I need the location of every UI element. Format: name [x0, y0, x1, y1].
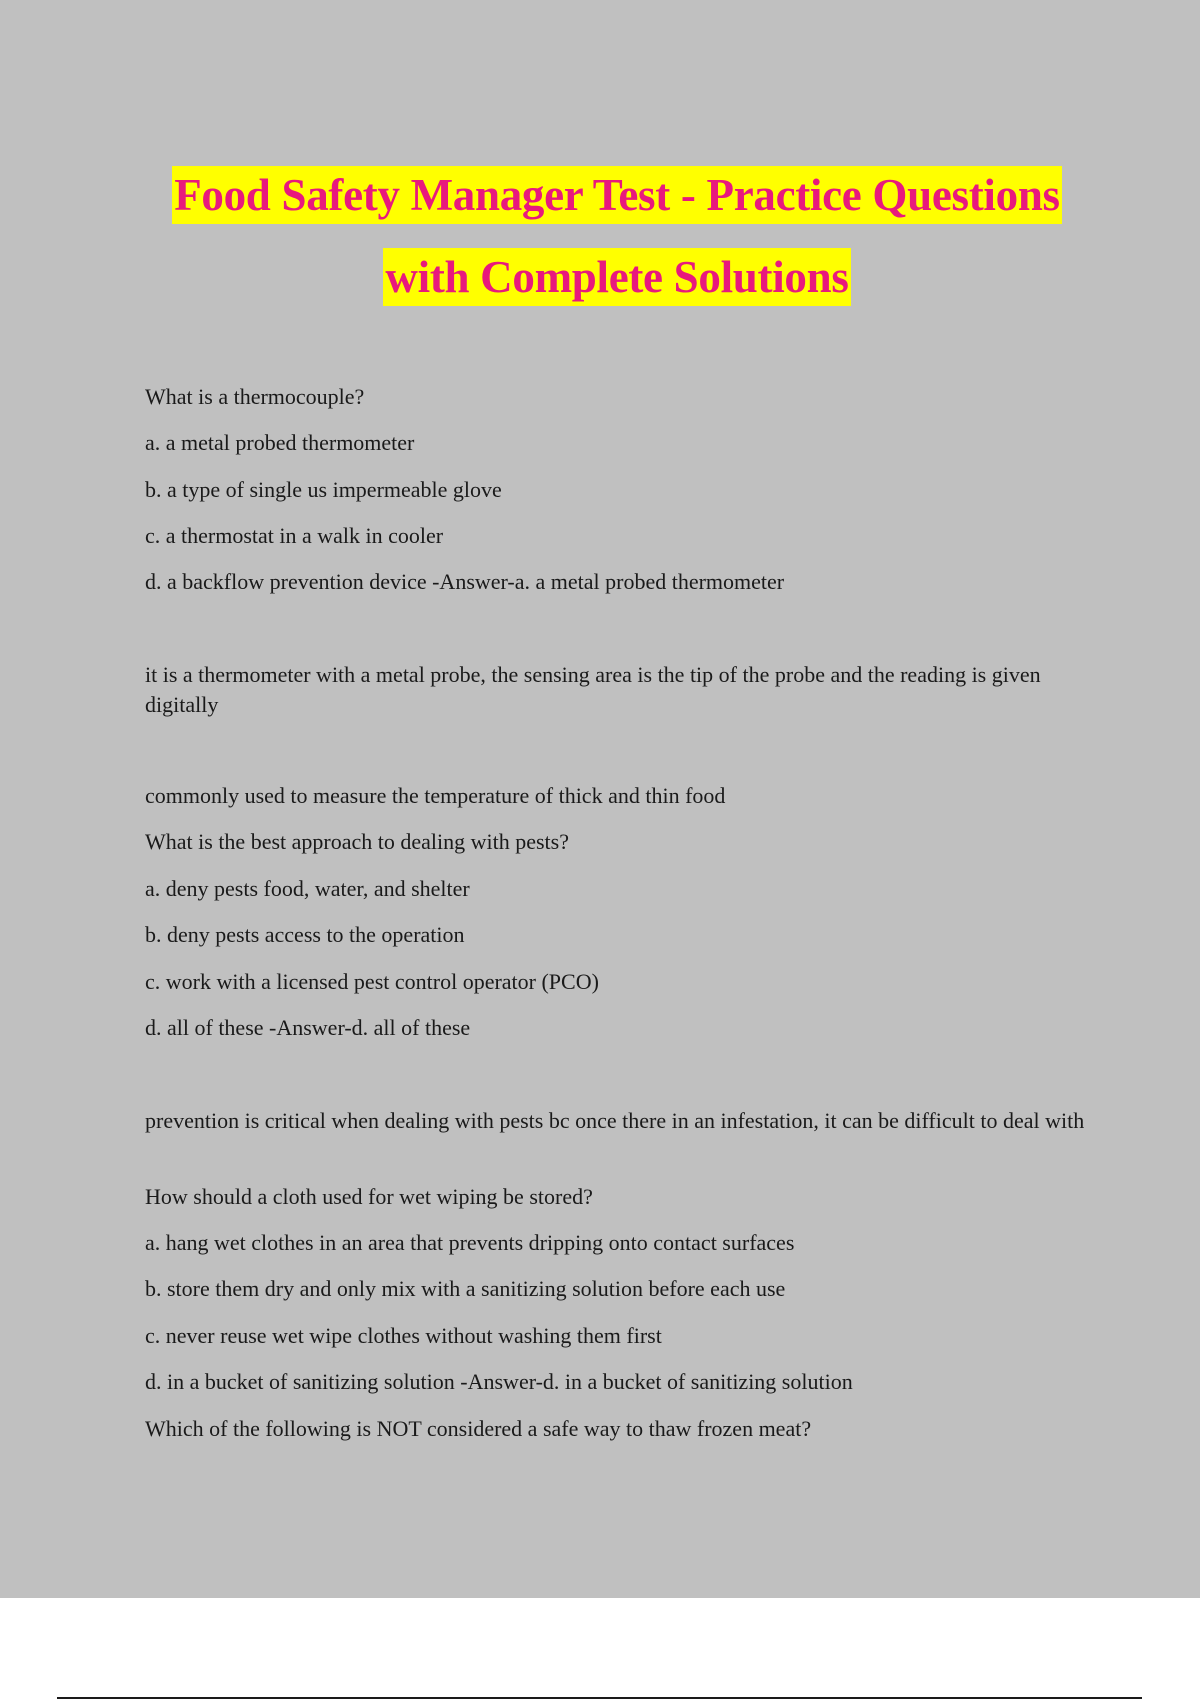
question-2-option-d-answer: d. all of these -Answer-d. all of these: [145, 1015, 471, 1040]
question-1-note: commonly used to measure the temperature of thick and thin food: [145, 783, 726, 808]
question-2-option-a: a. deny pests food, water, and shelter: [145, 876, 470, 901]
title-line-2: with Complete Solutions: [383, 248, 850, 306]
question-1-explanation: it is a thermometer with a metal probe, the sensing area is the tip of the probe and the reading is given digitally: [145, 662, 1041, 717]
question-3-option-c: c. never reuse wet wipe clothes without washing them first: [145, 1323, 662, 1348]
question-2-explanation: prevention is critical when dealing with pests bc once there in an infestation, it can be difficult to deal with: [145, 1108, 1085, 1133]
question-2-option-b: b. deny pests access to the operation: [145, 922, 465, 947]
title-line-1: Food Safety Manager Test - Practice Questions: [172, 166, 1062, 224]
question-1-option-b: b. a type of single us impermeable glove: [145, 477, 502, 502]
question-1: What is a thermocouple?: [145, 384, 365, 409]
question-1-option-a: a. a metal probed thermometer: [145, 430, 415, 455]
question-3: How should a cloth used for wet wiping be stored?: [145, 1184, 593, 1209]
question-3-option-a: a. hang wet clothes in an area that prevents dripping onto contact surfaces: [145, 1230, 795, 1255]
question-2: What is the best approach to dealing with pests?: [145, 829, 569, 854]
question-1-option-d-answer: d. a backflow prevention device -Answer-a. a metal probed thermometer: [145, 569, 785, 594]
question-2-option-c: c. work with a licensed pest control operator (PCO): [145, 969, 599, 994]
footer-divider: [57, 1697, 1142, 1699]
question-3-option-b: b. store them dry and only mix with a sanitizing solution before each use: [145, 1276, 786, 1301]
question-4: Which of the following is NOT considered a safe way to thaw frozen meat?: [145, 1416, 812, 1441]
question-3-option-d-answer: d. in a bucket of sanitizing solution -Answer-d. in a bucket of sanitizing solution: [145, 1369, 853, 1394]
document-title: [0, 166, 1200, 306]
question-1-option-c: c. a thermostat in a walk in cooler: [145, 523, 444, 548]
